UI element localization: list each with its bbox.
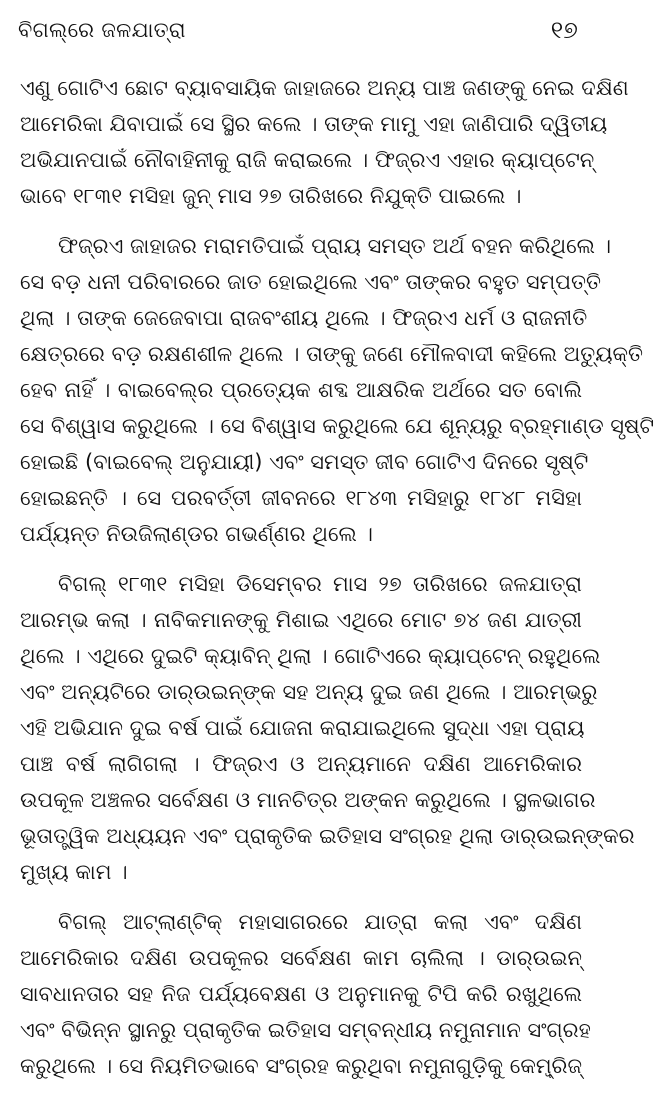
text-line: ଏଣୁ ଗୋଟିଏ ଛୋଟ ବ୍ୟାବସାୟିକ ଜାହାଜରେ ଅନ୍ୟ ପାଞ୍ଚ ଜଣଙ୍କୁ ନେଇ ଦକ୍ଷିଣ [20,76,629,100]
text-line: ମୁଖ୍ୟ କାମ । [20,860,128,884]
text-line: ପର୍ଯ୍ୟନ୍ତ ନିଉଜିଲାଣ୍ଡର ଗଭର୍ଣ୍ଣର ଥିଲେ । [20,522,373,546]
text-line: ଥିଲା । ତାଙ୍କ ଜେଜେବାପା ରାଜବଂଶୀୟ ଥିଲେ । ଫିଜ୍‌ରଏ ଧର୍ମ ଓ ରାଜନୀତି [20,306,588,330]
text-line: ସେ ବିଶ୍ୱାସ କରୁଥିଲେ । ସେ ବିଶ୍ୱାସ କରୁଥିଲେ ଯେ ଶୂନ୍ୟରୁ ବ୍ରହ୍ମାଣ୍ଡ ସୃଷ୍ଟି [20,414,654,438]
text-line: ଫିଜ୍‌ରଏ ଜାହାଜର ମରାମତିପାଇଁ ପ୍ରାୟ ସମସ୍ତ ଅର୍ଥ ବହନ କରିଥିଲେ । [58,234,612,258]
text-line: ଉପକୂଳ ଅଞ୍ଚଳର ସର୍ବେକ୍ଷଣ ଓ ମାନଚିତ୍ର ଅଙ୍କନ କରୁଥିଲେ । ସ୍ଥଳଭାଗର [20,788,596,812]
text-line: ଅଭିଯାନପାଇଁ ନୌବାହିନୀକୁ ରାଜି କରାଇଲେ । ଫିଜ୍‌ରଏ ଏହାର କ୍ୟାପ୍‌ଟେନ୍ [20,148,595,172]
text-line: ଆରମ୍ଭ କଲା । ନାବିକମାନଙ୍କୁ ମିଶାଇ ଏଥିରେ ମୋଟ ୭୪ ଜଣ ଯାତ୍ରୀ [20,608,582,632]
running-header [18,12,582,48]
text-line: ଏହି ଅଭିଯାନ ଦୁଇ ବର୍ଷ ପାଇଁ ଯୋଜନା କରାଯାଇଥିଲେ ସୁଦ୍ଧା ଏହା ପ୍ରାୟ [20,716,585,740]
text-line: ଥିଲେ । ଏଥିରେ ଦୁଇଟି କ୍ୟାବିନ୍ ଥିଲା । ଗୋଟିଏରେ କ୍ୟାପ୍‌ଟେନ୍ ରହୁଥିଲେ [20,644,601,668]
page-number: ୧୭ [550,16,578,44]
text-line: ହୋଇଛନ୍ତି । ସେ ପରବର୍ତ୍ତୀ ଜୀବନରେ ୧୮୪୩ ମସିହାରୁ ୧୮୪୮ ମସିହା [20,486,582,510]
text-line: ଏବଂ ଅନ୍ୟଟିରେ ଡାର୍‌ଉଇନ୍‌ଙ୍କ ସହ ଅନ୍ୟ ଦୁଇ ଜଣ ଥିଲେ । ଆରମ୍ଭରୁ [20,680,598,704]
text-line: କ୍ଷେତ୍ରରେ ବଡ଼ ରକ୍ଷଣଶୀଳ ଥିଲେ । ତାଙ୍କୁ ଜଣେ ମୌଳବାଦୀ କହିଲେ ଅତ୍ୟୁକ୍ତି [20,342,644,366]
text-line: କରୁଥିଲେ । ସେ ନିୟମିତଭାବେ ସଂଗ୍ରହ କରୁଥିବା ନମୁନାଗୁଡ଼ିକୁ କେମ୍ବ୍ରିଜ୍ [20,1054,582,1078]
text-line: ଆମେରିକାର ଦକ୍ଷିଣ ଉପକୂଳର ସର୍ବେକ୍ଷଣ କାମ ଚାଲିଲା । ଡାର୍‌ଉଇନ୍ [20,946,582,970]
paragraph [20,228,654,552]
text-line: ପାଞ୍ଚ ବର୍ଷ ଲାଗିଗଲା । ଫିଜ୍‌ରଏ ଓ ଅନ୍ୟମାନେ ଦକ୍ଷିଣ ଆମେରିକାର [20,752,582,776]
running-title: ବିଗଲ୍‌ରେ ଜଳଯାତ୍ରା [18,18,186,42]
text-line: ବିଗଲ୍ ଆଟ୍‌ଲାଣ୍ଟିକ୍ ମହାସାଗରରେ ଯାତ୍ରା କଲା ଏବଂ ଦକ୍ଷିଣ [58,910,582,934]
text-line: ହେବ ନାହିଁ । ବାଇବେଲ୍‌ର ପ୍ରତ୍ୟେକ ଶବ୍ଦ ଆକ୍ଷରିକ ଅର୍ଥରେ ସତ ବୋଲି [20,378,582,402]
text-line: ଭାବେ ୧୮୩୧ ମସିହା ଜୁନ୍ ମାସ ୨୭ ତାରିଖରେ ନିଯୁକ୍ତି ପାଇଲେ । [20,184,522,208]
text-line: ସେ ବଡ଼ ଧନୀ ପରିବାରରେ ଜାତ ହୋଇଥିଲେ ଏବଂ ତାଙ୍କର ବହୁତ ସମ୍ପତ୍ତି [20,270,601,294]
text-line: ଆମେରିକା ଯିବାପାଇଁ ସେ ସ୍ଥିର କଲେ । ତାଙ୍କ ମାମୁ ଏହା ଜାଣିପାରି ଦ୍ୱିତୀୟ [20,112,608,136]
text-line: ଭୂତାତ୍ତ୍ୱିକ ଅଧ୍ୟୟନ ଏବଂ ପ୍ରାକୃତିକ ଇତିହାସ ସଂଗ୍ରହ ଥିଲା ଡାର୍‌ଉଇନ୍‌ଙ୍କର [20,824,635,848]
paragraph [20,70,629,214]
paragraph [20,566,635,890]
text-line: ବିଗଲ୍ ୧୮୩୧ ମସିହା ଡିସେମ୍ବର ମାସ ୨୭ ତାରିଖରେ ଜଳଯାତ୍ରା [58,572,582,596]
text-line: ସାବଧାନତାର ସହ ନିଜ ପର୍ଯ୍ୟବେକ୍ଷଣ ଓ ଅନୁମାନକୁ ଟିପି କରି ରଖୁଥିଲେ [20,982,582,1006]
text-line: ଏବଂ ବିଭିନ୍ନ ସ୍ଥାନରୁ ପ୍ରାକୃତିକ ଇତିହାସ ସମ୍ବନ୍ଧୀୟ ନମୁନାମାନ ସଂଗ୍ରହ [20,1018,591,1042]
paragraph [20,904,591,1084]
body-text [20,70,654,1098]
text-line: ହୋଇଛି (ବାଇବେଲ୍ ଅନୁଯାୟୀ) ଏବଂ ସମସ୍ତ ଜୀବ ଗୋଟିଏ ଦିନରେ ସୃଷ୍ଟି [20,450,589,474]
